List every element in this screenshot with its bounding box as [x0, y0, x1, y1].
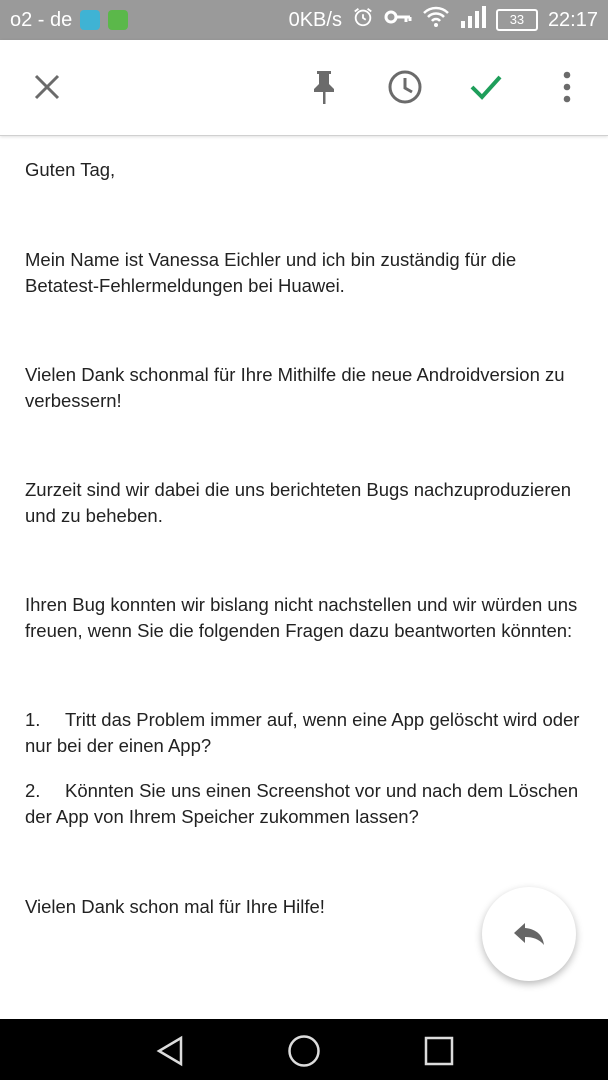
pin-icon [311, 69, 337, 105]
list-text: Tritt das Problem immer auf, wenn eine App gelöscht wird oder nur bei der einen App? [25, 709, 580, 756]
wifi-icon [422, 6, 450, 34]
more-options-button[interactable] [540, 60, 594, 114]
reply-button[interactable] [482, 887, 576, 981]
note-closing: Vielen Dank schon mal für Ihre Hilfe! [25, 896, 325, 917]
close-icon [33, 73, 61, 101]
back-button[interactable] [148, 1029, 192, 1073]
shield-app-icon [108, 10, 128, 30]
recents-icon [424, 1036, 454, 1066]
list-item [25, 778, 585, 830]
pin-button[interactable] [297, 60, 351, 114]
note-paragraph: Mein Name ist Vanessa Eichler und ich bin zuständig für die Betatest-Fehlermeldungen bei Huawei. [25, 249, 517, 296]
net-speed: 0KB/s [288, 8, 342, 31]
check-icon [469, 73, 503, 101]
home-icon [287, 1034, 321, 1068]
battery-indicator: 33 [496, 9, 538, 31]
navigation-bar [0, 1019, 608, 1080]
recents-button[interactable] [417, 1029, 461, 1073]
app-notification-icon [80, 10, 100, 30]
note-paragraph: Vielen Dank schonmal für Ihre Mithilfe die neue Androidversion zu verbessern! [25, 364, 565, 411]
alarm-icon [352, 6, 374, 34]
note-greeting: Guten Tag, [25, 159, 116, 180]
reminder-clock-icon [387, 69, 423, 105]
list-number: 1. [25, 709, 41, 730]
list-item [25, 707, 585, 759]
reply-icon [512, 921, 546, 947]
note-paragraph: Ihren Bug konnten wir bislang nicht nachstellen und wir würden uns freuen, wenn Sie die folgenden Fragen dazu beantworten könnten: [25, 594, 578, 641]
key-icon [384, 8, 412, 32]
signal-icon [460, 6, 486, 34]
close-button[interactable] [20, 60, 74, 114]
back-icon [155, 1035, 185, 1067]
list-number: 2. [25, 780, 41, 801]
list-text: Könnten Sie uns einen Screenshot vor und nach dem Löschen der App von Ihrem Speicher zukommen lassen? [25, 780, 579, 827]
done-button[interactable] [459, 60, 513, 114]
reminder-button[interactable] [378, 60, 432, 114]
home-button[interactable] [282, 1029, 326, 1073]
note-paragraph: Zurzeit sind wir dabei die uns berichteten Bugs nachzuproduzieren und zu beheben. [25, 479, 572, 526]
carrier-label: o2 - de [10, 8, 73, 31]
clock-time: 22:17 [547, 8, 598, 31]
note-toolbar [0, 40, 608, 136]
more-vert-icon [562, 71, 572, 103]
status-bar [0, 0, 608, 40]
